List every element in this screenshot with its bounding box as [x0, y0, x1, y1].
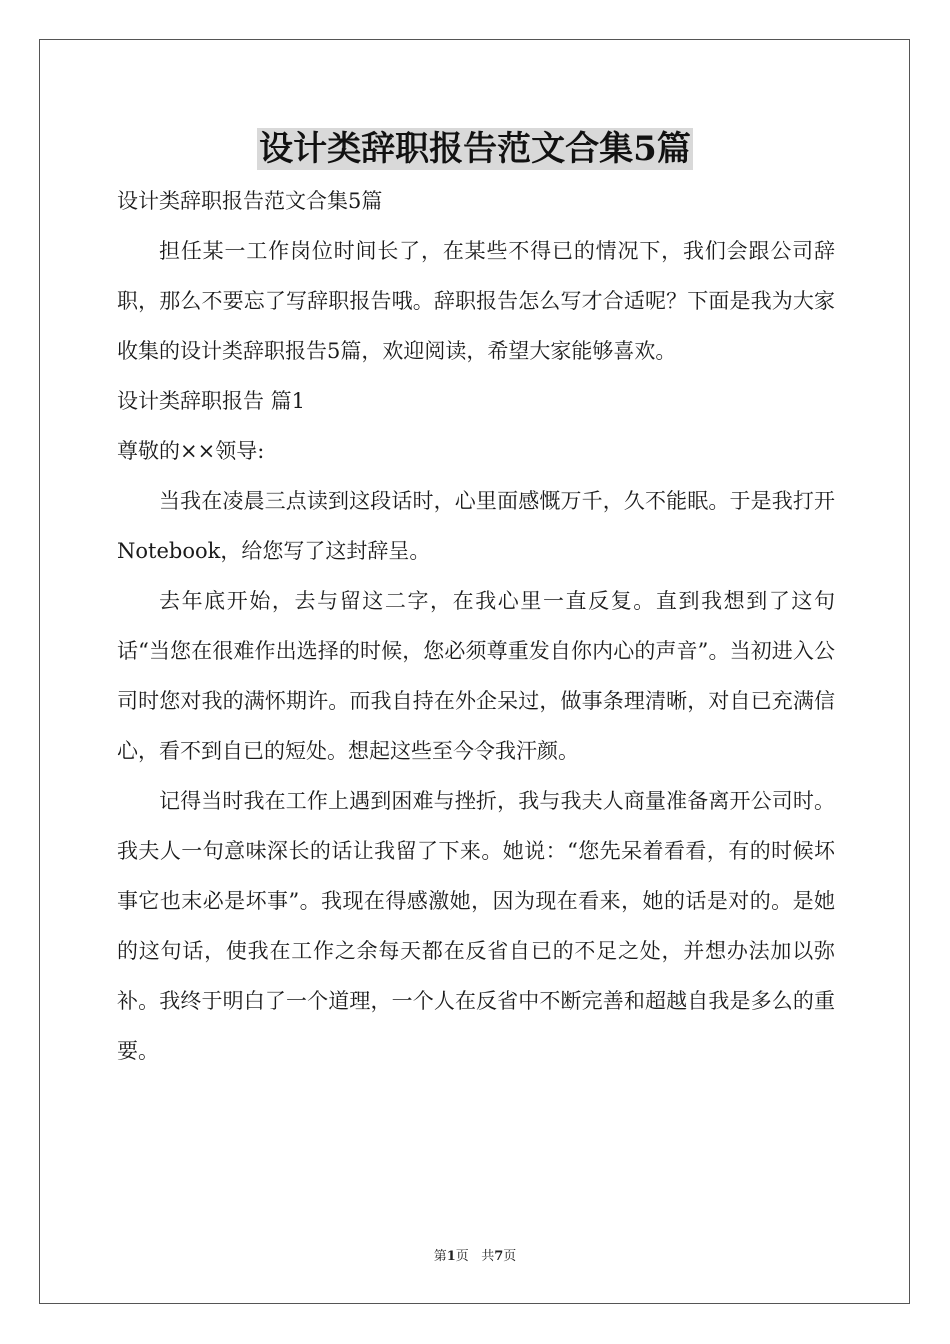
- intro-paragraph: 担任某一工作岗位时间长了，在某些不得已的情况下，我们会跟公司辞职，那么不要忘了写辞职报告哦。辞职报告怎么写才合适呢？下面是我为大家收集的设计类辞职报告5篇，欢迎阅读，希望大家能够喜欢。: [117, 239, 835, 363]
- document-title: 设计类辞职报告范文合集5篇: [259, 129, 691, 169]
- page-suffix: 页: [455, 1249, 469, 1264]
- body-paragraph-2: 去年底开始，去与留这二字，在我心里一直反复。直到我想到了这句话“当您在很难作出选择的时候，您必须尊重发自你内心的声音”。当初进入公司时您对我的满怀期许。而我自持在外企呆过，做事条理清晰，对自已充满信心，看不到自已的短处。想起这些至今令我汗颜。: [117, 589, 835, 763]
- section-heading: 设计类辞职报告 篇1: [117, 389, 306, 413]
- document-body: [117, 176, 835, 1076]
- total-pages: 7: [494, 1249, 504, 1264]
- salutation: 尊敬的××领导:: [117, 439, 265, 463]
- body-paragraph-3: 记得当时我在工作上遇到困难与挫折，我与我夫人商量准备离开公司时。我夫人一句意味深长的话让我留了下来。她说：“您先呆着看看，有的时候坏事它也末必是坏事”。我现在得感激她，因为现在看来，她的话是对的。是她的这句话，使我在工作之余每天都在反省自已的不足之处，并想办法加以弥补。我终于明白了一个道理，一个人在反省中不断完善和超越自我是多么的重要。: [117, 789, 835, 1063]
- page-prefix: 第: [433, 1249, 447, 1264]
- body-paragraph-1: 当我在凌晨三点读到这段话时，心里面感慨万千，久不能眠。于是我打开Notebook，给您写了这封辞呈。: [117, 489, 835, 563]
- page-number: 1: [446, 1249, 456, 1264]
- page-footer: [0, 1248, 950, 1266]
- total-suffix: 页: [503, 1249, 517, 1264]
- document-title-block: [0, 128, 950, 170]
- document-subtitle: 设计类辞职报告范文合集5篇: [117, 189, 383, 213]
- total-prefix: 共: [481, 1249, 495, 1264]
